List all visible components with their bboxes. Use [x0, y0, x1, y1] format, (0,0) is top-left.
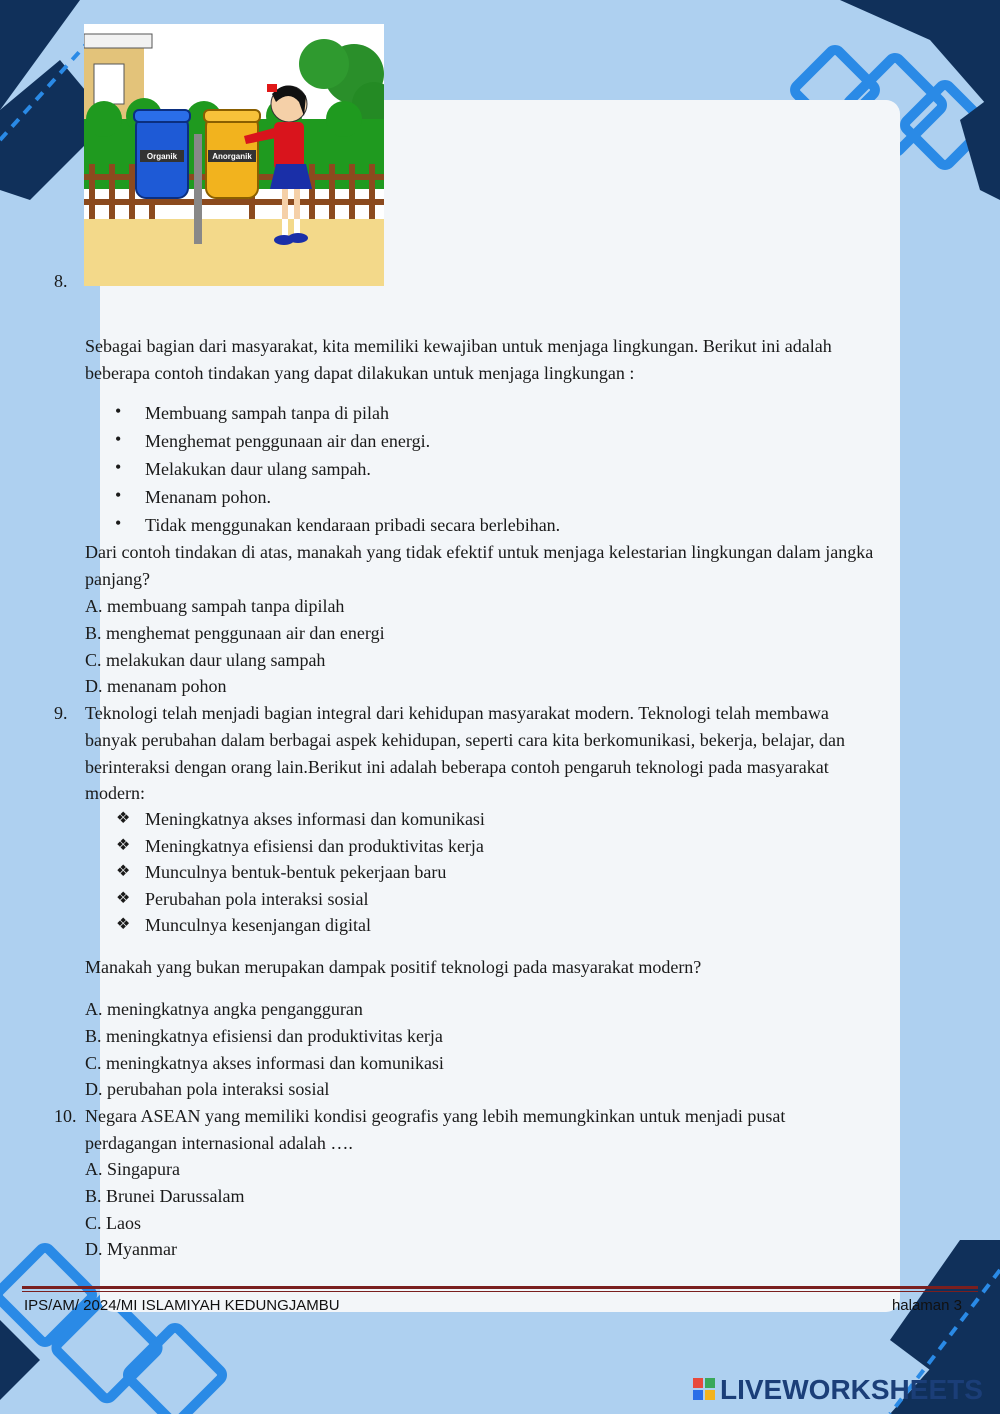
footer-rule	[22, 1286, 978, 1289]
inorganic-label: Anorganik	[212, 152, 252, 161]
q9-question: Manakah yang bukan merupakan dampak positif teknologi pada masyarakat modern?	[85, 957, 702, 977]
q8-number: 8.	[54, 271, 68, 291]
footer-left: IPS/AM/ 2024/MI ISLAMIYAH KEDUNGJAMBU	[24, 1297, 340, 1314]
q10-question-line2: perdagangan internasional adalah ….	[85, 1133, 353, 1153]
bullet-dot-icon: •	[115, 401, 122, 421]
bullet-dot-icon: •	[115, 485, 122, 505]
organic-label: Organik	[146, 152, 178, 161]
q9-intro-line: modern:	[85, 783, 145, 803]
q9-option-d[interactable]: D. perubahan pola interaksi sosial	[85, 1079, 330, 1099]
waste-bin-illustration	[84, 24, 384, 286]
diamond-bullet-icon: ❖	[116, 890, 131, 907]
q8-intro-line1: Sebagai bagian dari masyarakat, kita memiliki kewajiban untuk menjaga lingkungan. Berikut ini adalah	[85, 336, 832, 356]
q10-option-d[interactable]: D. Myanmar	[85, 1239, 177, 1259]
q9-bullet: Meningkatnya efisiensi dan produktivitas kerja	[145, 836, 484, 856]
q8-question-line1: Dari contoh tindakan di atas, manakah yang tidak efektif untuk menjaga kelestarian lingkungan dalam jangka	[85, 542, 874, 562]
q9-intro-line: banyak perubahan dalam berbagai aspek kehidupan, seperti cara kita berkomunikasi, bekerja, belajar, dan	[85, 730, 845, 750]
diamond-bullet-icon: ❖	[116, 810, 131, 827]
q9-option-b[interactable]: B. meningkatnya efisiensi dan produktivitas kerja	[85, 1026, 443, 1046]
q9-bullet: Perubahan pola interaksi sosial	[145, 889, 369, 909]
bullet-dot-icon: •	[115, 457, 122, 477]
q9-intro-line: berinteraksi dengan orang lain.Berikut ini adalah beberapa contoh pengaruh teknologi pada masyarakat	[85, 757, 829, 777]
liveworksheets-logo-icon	[693, 1378, 715, 1400]
q8-bullet: Menghemat penggunaan air dan energi.	[145, 431, 431, 451]
footer-rule-thin	[22, 1291, 978, 1292]
q9-intro-line: Teknologi telah menjadi bagian integral dari kehidupan masyarakat modern. Teknologi telah membawa	[85, 703, 829, 723]
q9-bullet: Munculnya bentuk-bentuk pekerjaan baru	[145, 862, 447, 882]
liveworksheets-brand[interactable]: LIVEWORKSHEETS	[720, 1374, 983, 1405]
diamond-bullet-icon: ❖	[116, 837, 131, 854]
q8-bullet: Melakukan daur ulang sampah.	[145, 459, 371, 479]
diamond-bullet-icon: ❖	[116, 863, 131, 880]
q10-question-line1: Negara ASEAN yang memiliki kondisi geografis yang lebih memungkinkan untuk menjadi pusat	[85, 1106, 786, 1126]
q9-bullet: Meningkatnya akses informasi dan komunikasi	[145, 809, 485, 829]
q8-option-d[interactable]: D. menanam pohon	[85, 676, 227, 696]
q10-option-c[interactable]: C. Laos	[85, 1213, 141, 1233]
bullet-dot-icon: •	[115, 513, 122, 533]
q9-option-a[interactable]: A. meningkatnya angka pengangguran	[85, 999, 363, 1019]
q9-number: 9.	[54, 703, 68, 723]
q9-option-c[interactable]: C. meningkatnya akses informasi dan komunikasi	[85, 1053, 444, 1073]
q8-question-line2: panjang?	[85, 569, 150, 589]
q8-bullet: Menanam pohon.	[145, 487, 271, 507]
q8-intro-line2: beberapa contoh tindakan yang dapat dilakukan untuk menjaga lingkungan :	[85, 363, 635, 383]
bullet-dot-icon: •	[115, 429, 122, 449]
q8-option-b[interactable]: B. menghemat penggunaan air dan energi	[85, 623, 385, 643]
q8-option-c[interactable]: C. melakukan daur ulang sampah	[85, 650, 326, 670]
q9-bullet: Munculnya kesenjangan digital	[145, 915, 371, 935]
diamond-bullet-icon: ❖	[116, 916, 131, 933]
q10-option-b[interactable]: B. Brunei Darussalam	[85, 1186, 245, 1206]
q8-bullet: Tidak menggunakan kendaraan pribadi secara berlebihan.	[145, 515, 561, 535]
q10-option-a[interactable]: A. Singapura	[85, 1159, 180, 1179]
q8-option-a[interactable]: A. membuang sampah tanpa dipilah	[85, 596, 345, 616]
footer-page-number: halaman 3	[891, 1297, 962, 1314]
q8-bullet: Membuang sampah tanpa di pilah	[145, 403, 389, 423]
q10-number: 10.	[54, 1106, 77, 1126]
